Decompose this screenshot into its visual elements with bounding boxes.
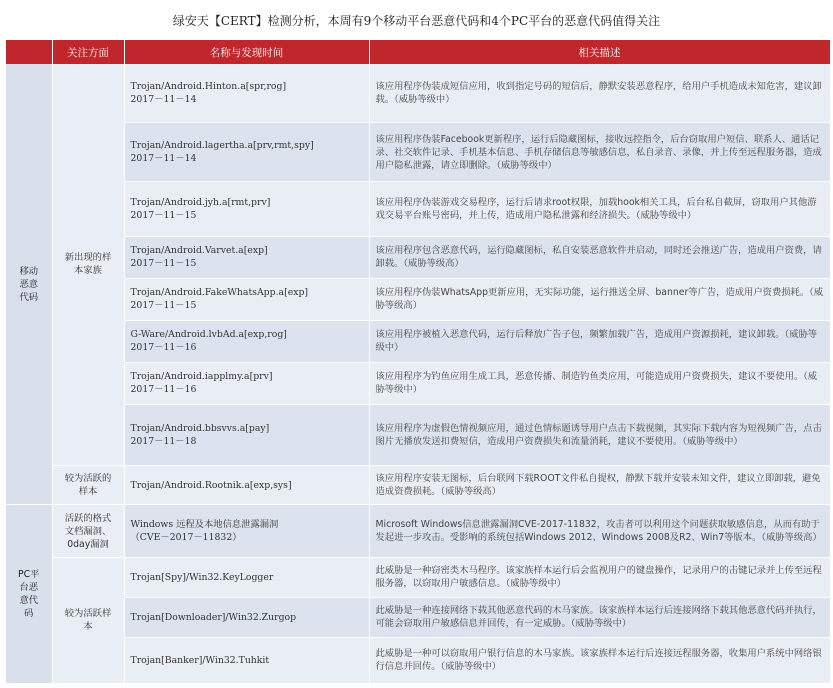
description-cell: 此威胁是一种连接网络下载其他恶意代码的木马家族。该家族样本运行后连接网络下载其他恶意代码并执行，可能会窃取用户敏感信息并回传，有一定威胁。（威胁等级中）: [369, 597, 830, 637]
description-cell: 此威胁是一种窃密类木马程序。该家族样本运行后会监视用户的键盘操作，记录用户的击键记录并上传至远程服务器，以窃取用户敏感信息。（威胁等级中）: [369, 557, 830, 597]
header-description: 相关描述: [369, 40, 830, 64]
malware-name-cell: [124, 505, 369, 558]
discovery-date: 2017－11－16: [130, 384, 197, 396]
table-caption: 绿安天【CERT】检测分析，本周有9个移动平台恶意代码和4个PC平台的恶意代码值得关注: [172, 14, 661, 28]
category-active-pc: [52, 557, 124, 683]
platform-pc: [6, 505, 52, 684]
malware-name-cell: [124, 557, 369, 597]
malware-name-cell: [124, 236, 369, 278]
malware-name: Trojan/Android.Rootnik.a[exp,sys]: [130, 479, 292, 491]
table-row: [6, 597, 830, 637]
malware-name-cell: [124, 465, 369, 505]
malware-name-cell: [124, 278, 369, 320]
category-active-mobile: [52, 465, 124, 505]
malware-name-cell: [124, 320, 369, 362]
malware-name: Trojan/Android.bbsvvs.a[pay]: [130, 422, 270, 434]
malware-name: Trojan/Android.lagertha.a[prv,rmt,spy]: [130, 140, 314, 152]
malware-name: Trojan/Android.iapplmy.a[prv]: [130, 371, 273, 383]
table-row: [6, 404, 830, 465]
description-cell: 该应用程序被植入恶意代码，运行后释放广告子包，频繁加载广告，造成用户资源损耗，建议卸载。（威胁等级中）: [369, 320, 830, 362]
description-cell: 该应用程序伪装Facebook更新程序，运行后隐藏图标，接收远控指令，后台窃取用户短信、联系人、通话记录、社交软件记录、手机基本信息、手机存储信息等敏感信息，私自录音、录像，并上传至远程服务器，造成用户隐私泄露，请立即删除。（威胁等级中）: [369, 123, 830, 182]
malware-name-cell: [124, 64, 369, 123]
category-active-pc-label: 较为活跃样本: [64, 608, 112, 633]
header-platform: [6, 40, 52, 64]
discovery-date: 2017－11－18: [130, 435, 197, 447]
malware-name: Trojan/Android.Varvet.a[exp]: [130, 245, 268, 257]
malware-name-cell: [124, 362, 369, 404]
description-cell: 此威胁是一种可以窃取用户银行信息的木马家族。该家族样本运行后连接远程服务器，收集用户系统中网络银行信息并回传。（威胁等级中）: [369, 637, 830, 683]
malware-name: Trojan[Downloader]/Win32.Zurgop: [130, 611, 297, 623]
malware-name-cell: [124, 182, 369, 237]
malware-name: G-Ware/Android.lvbAd.a[exp,rog]: [130, 329, 287, 341]
table-row: [6, 320, 830, 362]
description-cell: 该应用程序安装无图标，后台联网下载ROOT文件私自提权，静默下载并安装未知文件，建议立即卸载，避免造成资费损耗。（威胁等级高）: [369, 465, 830, 505]
table-row: [6, 236, 830, 278]
table-row: [6, 362, 830, 404]
platform-mobile: [6, 64, 52, 505]
discovery-date: 2017－11－15: [130, 258, 197, 270]
malware-name-cell: [124, 404, 369, 465]
category-new-families-label: 新出现的样本家族: [64, 252, 112, 277]
malware-name: Trojan/Android.Hinton.a[spr,rog]: [130, 81, 287, 93]
malware-name-cell: [124, 123, 369, 182]
description-cell: 该应用程序为钓鱼应用生成工具，恶意传播、制造钓鱼类应用，可能造成用户资费损失，建议不要使用。（威胁等级中）: [369, 362, 830, 404]
table-row: [6, 123, 830, 182]
description-cell: 该应用程序伪装WhatsApp更新应用，无实际功能，运行推送全屏、banner等广告，造成用户资费损耗。（威胁等级高）: [369, 278, 830, 320]
header-name-date: 名称与发现时间: [124, 40, 369, 64]
table-row: [6, 505, 830, 558]
discovery-date: 2017－11－14: [130, 94, 197, 106]
description-cell: Microsoft Windows信息泄露漏洞CVE-2017-11832，攻击者可以利用这个问题获取敏感信息，从而有助于发起进一步攻击。受影响的系统包括Windows 2012、Windows 2008及R2、Win7等版本。（威胁等级高）: [369, 505, 830, 558]
malware-name: Trojan[Banker]/Win32.Tuhkit: [130, 654, 270, 666]
malware-name: Trojan/Android.jyh.a[rmt,prv]: [130, 196, 271, 208]
table-row: [6, 465, 830, 505]
table-row: [6, 64, 830, 123]
discovery-date: 2017－11－15: [130, 300, 197, 312]
cve-id: （CVE－2017－11832）: [130, 532, 242, 544]
table-row: [6, 637, 830, 683]
table-row: [6, 182, 830, 237]
description-cell: 该应用程序为虚假色情视频应用，通过色情标题诱导用户点击下载视频，其实际下载内容为短视频广告，点击图片无播放发送扣费短信，造成用户资费损失和流量消耗，建议不要使用。（威胁等级中）: [369, 404, 830, 465]
malware-name-cell: [124, 597, 369, 637]
table-row: [6, 278, 830, 320]
discovery-date: 2017－11－14: [130, 153, 197, 165]
category-vulnerability-label: 活跃的格式文档漏洞、0day漏洞: [64, 512, 112, 550]
category-new-families: [52, 64, 124, 465]
malware-table: [6, 40, 831, 684]
discovery-date: 2017－11－16: [130, 342, 197, 354]
table-header: [6, 40, 830, 64]
malware-name: Trojan/Android.FakeWhatsApp.a[exp]: [130, 287, 309, 299]
platform-pc-label: PC平台恶意代码: [18, 569, 40, 620]
category-vulnerability: [52, 505, 124, 558]
category-active-mobile-label: 较为活跃的样本: [64, 473, 112, 498]
header-focus: 关注方面: [52, 40, 124, 64]
description-cell: 该应用程序伪装成短信应用，收到指定号码的短信后，静默安装恶意程序，给用户手机造成未知危害，建议卸载。（威胁等级中）: [369, 64, 830, 123]
discovery-date: 2017－11－15: [130, 209, 197, 221]
malware-name-cell: [124, 637, 369, 683]
malware-name: Trojan[Spy]/Win32.KeyLogger: [130, 571, 274, 583]
vulnerability-name: Windows 远程及本地信息泄露漏洞: [130, 519, 279, 531]
table-row: [6, 557, 830, 597]
platform-mobile-label: 移动恶意代码: [19, 265, 39, 303]
description-cell: 该应用程序伪装游戏交易程序，运行后请求root权限，加载hook相关工具，后台私自截屏，窃取用户其他游戏交易平台账号密码，并上传，造成用户隐私泄露和经济损失。（威胁等级中）: [369, 182, 830, 237]
description-cell: 该应用程序包含恶意代码，运行隐藏图标，私自安装恶意软件并启动，同时还会推送广告，造成用户资费，请卸载。（威胁等级高）: [369, 236, 830, 278]
